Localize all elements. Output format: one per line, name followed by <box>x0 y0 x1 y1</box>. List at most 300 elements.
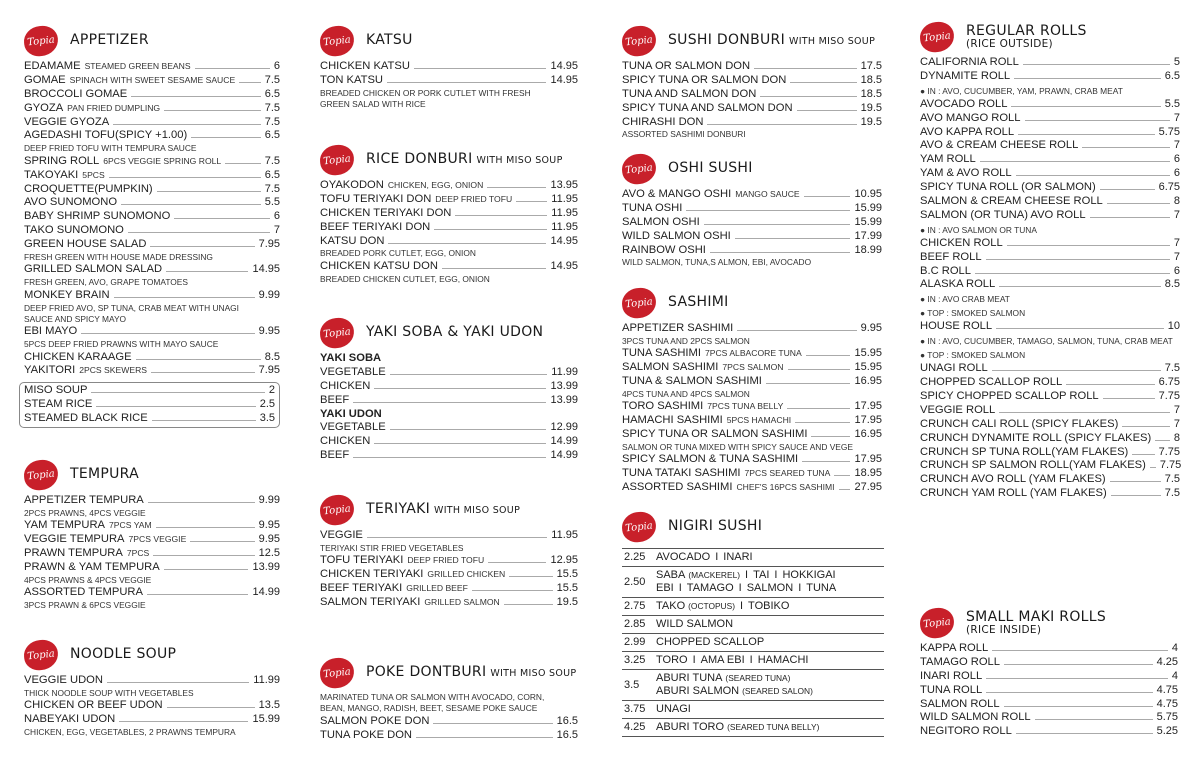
menu-item <box>920 139 1180 153</box>
menu-item <box>24 224 280 238</box>
item-price: 6 <box>1173 153 1180 166</box>
item-price: 7.75 <box>1158 390 1180 403</box>
menu-item <box>920 181 1180 195</box>
item-name: TAKOYAKI <box>24 168 79 181</box>
nigiri-price: 2.75 <box>622 598 652 616</box>
leader-line <box>1110 474 1161 482</box>
menu-item <box>622 347 882 361</box>
menu-item <box>920 487 1180 501</box>
section-subtitle: WITH MISO SOUP <box>490 668 577 680</box>
item-price: 6.5 <box>1164 69 1180 82</box>
item-detail: MANGO SAUCE <box>735 189 800 199</box>
menu-item <box>320 449 578 463</box>
item-name: OYAKODON <box>320 179 384 191</box>
item-price: 7 <box>1173 139 1180 152</box>
leader-line <box>167 700 255 708</box>
nigiri-fish: AVOCADO <box>656 551 711 563</box>
section-title <box>366 152 563 167</box>
nigiri-line <box>656 721 880 734</box>
item-name: SALMON (OR TUNA) AVO ROLL <box>920 208 1086 221</box>
menu-item <box>622 400 882 414</box>
item-price: 6.5 <box>264 87 280 100</box>
item-price: 7 <box>1173 236 1180 249</box>
nigiri-items <box>652 616 884 634</box>
menu-item <box>24 129 280 143</box>
leader-line <box>704 217 851 225</box>
leader-line <box>390 422 547 430</box>
section-header <box>622 24 882 58</box>
item-price: 13.95 <box>550 179 578 191</box>
menu-item <box>320 380 578 394</box>
menu-item <box>24 238 280 252</box>
leader-line <box>91 385 264 393</box>
section-title-text: TERIYAKI <box>366 501 431 518</box>
item-description: TERIYAKI STIR FRIED VEGETABLES <box>320 542 464 553</box>
nigiri-fish: TAMAGO <box>686 582 734 594</box>
item-name: STEAM RICE <box>24 398 93 411</box>
item-description: SAUCE AND SPICY MAYO <box>24 313 127 324</box>
item-name: VEGETABLE <box>320 421 386 434</box>
item-price: 17.95 <box>854 414 882 427</box>
menu-item <box>24 116 280 130</box>
item-price: 14.95 <box>550 259 578 272</box>
item-name: AVOCADO ROLL <box>920 97 1008 110</box>
section-title-text: SASHIMI <box>668 294 729 311</box>
nigiri-price: 2.25 <box>622 549 652 567</box>
menu-item <box>622 453 882 467</box>
item-price: 16.5 <box>556 728 578 741</box>
item-name: VEGETABLE <box>320 365 386 378</box>
item-list <box>622 322 882 495</box>
item-name: YAM & AVO ROLL <box>920 167 1012 180</box>
nigiri-price: 3.75 <box>622 701 652 719</box>
menu-item <box>920 265 1180 279</box>
separator: I <box>798 582 802 594</box>
item-price: 11.99 <box>551 365 578 378</box>
item-price: 17.95 <box>854 400 882 413</box>
leader-line <box>131 89 261 97</box>
section-title-text: OSHI SUSHI <box>668 160 753 177</box>
item-name: CRUNCH SP TUNA ROLL(YAM FLAKES) <box>920 445 1129 458</box>
leader-line <box>516 194 547 202</box>
leader-line <box>166 264 248 272</box>
item-name: TOFU TERIYAKI DON <box>320 192 432 205</box>
menu-item <box>320 421 578 435</box>
item-price: 6 <box>1173 167 1180 180</box>
item-price: 11.95 <box>551 529 578 541</box>
section-header <box>920 20 1180 54</box>
section-title-text: APPETIZER <box>70 32 149 49</box>
item-name: SPICY CHOPPED SCALLOP ROLL <box>920 390 1099 403</box>
menu-item <box>24 210 280 224</box>
leader-line <box>416 730 553 738</box>
item-price: 7.5 <box>1164 487 1180 500</box>
item-description: SALMON OR TUNA MIXED WITH SPICY SAUCE AND VEGE <box>622 442 853 453</box>
item-price: 16.5 <box>556 714 578 727</box>
nigiri-fish: ABURI TUNA <box>656 672 723 684</box>
item-price: 14.99 <box>550 435 578 448</box>
leader-line <box>1023 57 1170 65</box>
leader-line <box>802 454 850 462</box>
menu-item <box>24 561 280 575</box>
separator: I <box>739 600 744 612</box>
item-name: SALMON ROLL <box>920 697 1000 710</box>
menu-item <box>320 60 578 74</box>
leader-line <box>487 180 546 188</box>
menu-item <box>24 674 280 688</box>
nigiri-price: 2.99 <box>622 634 652 652</box>
nigiri-note: (SEARED TUNA BELLY) <box>727 722 820 732</box>
menu-item <box>320 729 578 743</box>
item-list <box>24 674 280 738</box>
leader-line <box>225 156 261 164</box>
topia-logo-icon: Topia <box>23 24 60 57</box>
separator: I <box>715 551 719 563</box>
item-name: CRUNCH YAM ROLL (YAM FLAKES) <box>920 487 1107 500</box>
item-price: 5.75 <box>1156 711 1178 724</box>
menu-item <box>24 351 280 365</box>
leader-line <box>128 225 270 233</box>
section-title <box>366 502 520 517</box>
item-name: CALIFORNIA ROLL <box>920 56 1019 68</box>
nigiri-line <box>656 582 880 595</box>
section-header <box>24 24 280 58</box>
leader-line <box>107 675 249 683</box>
leader-line <box>147 587 249 595</box>
item-name: STEAMED BLACK RICE <box>24 412 148 425</box>
item-name: CHICKEN KATSU DON <box>320 259 438 272</box>
item-detail: GRILLED SALMON <box>424 596 500 607</box>
leader-line <box>1025 113 1170 121</box>
leader-line <box>986 252 1170 260</box>
item-detail: PAN FRIED DUMPLING <box>67 102 161 113</box>
section-title-text: POKE DONTBURI <box>366 664 487 681</box>
item-name: CHICKEN <box>320 435 371 448</box>
item-price: 8.5 <box>264 350 280 363</box>
item-price: 8 <box>1173 431 1180 444</box>
item-name: CRUNCH DYNAMITE ROLL (SPICY FLAKES) <box>920 431 1152 444</box>
section-header <box>320 143 578 177</box>
item-name: DYNAMITE ROLL <box>920 69 1011 82</box>
menu-item <box>24 325 280 339</box>
item-detail: 7PCS <box>126 548 150 559</box>
item-price: 19.5 <box>860 115 882 128</box>
section-nigiri <box>622 510 884 737</box>
nigiri-fish: CHOPPED SCALLOP <box>656 636 765 648</box>
item-name: GRILLED SALMON SALAD <box>24 263 163 276</box>
nigiri-line <box>656 703 880 716</box>
section-header <box>622 510 884 544</box>
menu-item <box>920 209 1180 223</box>
item-price: 14.95 <box>252 263 280 276</box>
section-subtitle: WITH MISO SOUP <box>434 505 521 517</box>
item-price: 9.95 <box>258 533 280 546</box>
item-detail: 7PCS SEARED TUNA <box>744 468 831 479</box>
section-title-text: SMALL MAKI ROLLS <box>966 608 1107 625</box>
nigiri-fish: UNAGI <box>656 703 691 715</box>
item-detail: CHEF'S 16PCS SASHIMI <box>736 482 835 493</box>
sides-box <box>19 382 280 428</box>
menu-item <box>622 102 882 116</box>
menu-item <box>320 193 578 207</box>
topia-logo-icon: Topia <box>319 24 356 57</box>
leader-line <box>353 395 546 403</box>
leader-line <box>509 569 552 577</box>
section-title <box>966 610 1106 637</box>
leader-line <box>1111 488 1161 496</box>
item-description: ASSORTED SASHIMI DONBURI <box>622 129 746 140</box>
item-price: 27.95 <box>854 481 882 494</box>
leader-line <box>766 376 851 384</box>
item-price: 4.75 <box>1156 683 1178 696</box>
nigiri-fish: INARI <box>723 551 753 563</box>
item-detail: DEEP FRIED TOFU <box>435 193 513 204</box>
section-header <box>24 638 280 672</box>
leader-line <box>790 75 856 83</box>
item-price: 13.99 <box>252 560 280 573</box>
item-name: EDAMAME <box>24 60 81 72</box>
leader-line <box>1011 99 1160 107</box>
leader-line <box>1016 168 1170 176</box>
item-description: 3PCS PRAWN & 6PCS VEGGIE <box>24 600 146 611</box>
item-name: SALMON & CREAM CHEESE ROLL <box>920 195 1103 208</box>
menu-item <box>622 88 882 102</box>
section-header <box>320 24 578 58</box>
item-name: MISO SOUP <box>24 384 88 397</box>
nigiri-note: (SEARED TUNA) <box>725 673 791 683</box>
item-name: BROCCOLI GOMAE <box>24 87 128 100</box>
menu-item <box>24 60 280 74</box>
section-title-text: SUSHI DONBURI <box>668 32 786 49</box>
item-description: 5PCS DEEP FRIED PRAWNS WITH MAYO SAUCE <box>24 339 219 350</box>
menu-item <box>920 711 1178 725</box>
topia-logo-icon: Topia <box>23 638 60 671</box>
menu-item <box>622 375 882 389</box>
nigiri-line <box>656 600 880 613</box>
menu-item <box>24 169 280 183</box>
item-detail: GRILLED CHICKEN <box>427 569 506 580</box>
menu-item <box>920 56 1180 70</box>
nigiri-price: 2.50 <box>622 567 652 598</box>
menu-item <box>320 596 578 610</box>
leader-line <box>136 352 261 360</box>
item-description: 4PCS TUNA AND 4PCS SALMON <box>622 388 750 399</box>
menu-item <box>920 656 1178 670</box>
item-price: 7.5 <box>264 115 280 128</box>
separator: I <box>745 569 749 581</box>
leader-line <box>1103 391 1155 399</box>
nigiri-items <box>652 652 884 670</box>
section-oshi <box>622 152 882 269</box>
item-price: 7.95 <box>258 238 280 251</box>
item-price: 14.95 <box>550 60 578 72</box>
menu-item <box>622 481 882 495</box>
item-ingredients: ● IN : AVO, CUCUMBER, YAM, PRAWN, CRAB MEAT <box>920 85 1123 96</box>
item-detail: 5PCS HAMACHI <box>726 415 792 426</box>
menu-item <box>320 582 578 596</box>
menu-item <box>920 362 1180 376</box>
section-regular-rolls <box>920 20 1180 501</box>
nigiri-row <box>622 670 884 701</box>
item-name: AVO KAPPA ROLL <box>920 125 1015 138</box>
item-description: BREADED CHICKEN CUTLET, EGG, ONION <box>320 273 490 284</box>
section-header <box>24 458 280 492</box>
item-name: CHOPPED SCALLOP ROLL <box>920 376 1063 389</box>
topia-logo-icon: Topia <box>319 316 356 349</box>
menu-item <box>24 364 280 378</box>
leader-line <box>109 170 261 178</box>
item-price: 6.75 <box>1158 376 1180 389</box>
item-name: PRAWN TEMPURA <box>24 547 123 560</box>
item-price: 18.5 <box>860 87 882 100</box>
item-price: 14.95 <box>550 73 578 86</box>
item-description: WILD SALMON, TUNA,S ALMON, EBI, AVOCADO <box>622 257 812 268</box>
menu-item <box>622 361 882 375</box>
section-header <box>320 316 578 350</box>
item-name: VEGGIE GYOZA <box>24 115 110 128</box>
item-price: 7.75 <box>1159 459 1182 472</box>
nigiri-price: 3.25 <box>622 652 652 670</box>
item-name: TUNA TATAKI SASHIMI <box>622 467 741 480</box>
item-name: SPICY TUNA AND SALMON DON <box>622 101 793 114</box>
item-name: CHICKEN OR BEEF UDON <box>24 699 163 712</box>
item-name: TUNA OR SALMON DON <box>622 60 751 72</box>
separator: I <box>692 654 696 666</box>
section-title-text: NIGIRI SUSHI <box>668 518 763 535</box>
menu-item <box>320 366 578 380</box>
nigiri-line <box>656 672 880 685</box>
leader-line <box>787 401 850 409</box>
leader-line <box>239 75 261 83</box>
section-header <box>920 606 1178 640</box>
item-price: 15.95 <box>854 361 882 374</box>
nigiri-row <box>622 567 884 598</box>
item-list <box>622 188 882 269</box>
menu-item <box>24 183 280 197</box>
section-teriyaki <box>320 493 578 610</box>
item-price: 14.99 <box>252 586 280 599</box>
nigiri-row <box>622 719 884 737</box>
leader-line <box>488 555 546 563</box>
menu-item <box>920 376 1180 390</box>
section-poke <box>320 656 578 743</box>
nigiri-items <box>652 598 884 616</box>
item-price: 9.95 <box>258 325 280 338</box>
leader-line <box>686 203 850 211</box>
leader-line <box>504 597 553 605</box>
menu-item <box>920 195 1180 209</box>
item-price: 16.95 <box>854 375 882 388</box>
item-detail: 2PCS SKEWERS <box>79 365 148 376</box>
menu-item <box>622 467 882 481</box>
item-ingredients: ● TOP : SMOKED SALMON <box>920 350 1026 361</box>
menu-item <box>920 251 1180 265</box>
item-price: 16.95 <box>854 428 882 441</box>
section-sashimi <box>622 286 882 495</box>
menu-item <box>320 568 578 582</box>
item-price: 5.5 <box>1164 97 1180 110</box>
item-name: EBI MAYO <box>24 325 78 338</box>
nigiri-fish: AMA EBI <box>700 654 745 666</box>
item-name: VEGGIE UDON <box>24 674 103 686</box>
item-price: 13.5 <box>258 699 280 712</box>
leader-line <box>1107 196 1170 204</box>
nigiri-fish: TORO <box>656 654 688 666</box>
section-subtitle: WITH MISO SOUP <box>789 36 876 48</box>
leader-line <box>1122 419 1170 427</box>
menu-item <box>24 547 280 561</box>
nigiri-fish: TAKO <box>656 600 686 612</box>
item-price: 4.75 <box>1156 697 1178 710</box>
item-price: 5.25 <box>1156 725 1178 738</box>
item-name: CROQUETTE(PUMPKIN) <box>24 182 153 195</box>
item-price: 7 <box>1173 208 1180 221</box>
item-price: 15.95 <box>854 347 882 360</box>
item-price: 12.5 <box>258 547 280 560</box>
item-name: SPICY TUNA ROLL (OR SALMON) <box>920 181 1096 194</box>
separator: I <box>738 582 742 594</box>
topia-logo-icon: Topia <box>319 493 356 526</box>
section-small-maki <box>920 606 1178 739</box>
item-price: 15.99 <box>854 201 882 214</box>
section-title <box>366 325 543 340</box>
item-price: 7 <box>1173 403 1180 416</box>
leader-line <box>1155 433 1170 441</box>
item-price: 7.5 <box>264 101 280 114</box>
leader-line <box>1066 377 1154 385</box>
nigiri-items <box>652 670 884 701</box>
leader-line <box>1035 712 1153 720</box>
item-description: 2PCS PRAWNS, 4PCS VEGGIE <box>24 507 146 518</box>
menu-item <box>920 459 1180 473</box>
item-name: WILD SALMON ROLL <box>920 711 1031 724</box>
item-price: 14.99 <box>550 449 578 462</box>
leader-line <box>148 495 255 503</box>
item-price: 17.5 <box>860 60 882 72</box>
leader-line <box>96 399 255 407</box>
leader-line <box>986 685 1152 693</box>
leader-line <box>1018 127 1154 135</box>
leader-line <box>156 520 255 528</box>
nigiri-fish: ABURI TORO <box>656 721 725 733</box>
menu-item <box>920 390 1180 404</box>
item-price: 12.95 <box>550 554 578 567</box>
item-price: 7.5 <box>1164 362 1180 375</box>
menu-item <box>920 432 1180 446</box>
item-list <box>920 56 1180 501</box>
item-price: 2.5 <box>259 398 275 411</box>
item-name: TON KATSU <box>320 73 383 86</box>
item-name: WILD SALMON OSHI <box>622 229 731 242</box>
section-subtitle: WITH MISO SOUP <box>476 155 563 167</box>
item-detail: 6PCS VEGGIE SPRING ROLL <box>103 155 222 166</box>
menu-item <box>24 289 280 303</box>
item-ingredients: ● TOP : SMOKED SALMON <box>920 308 1026 319</box>
nigiri-fish: SALMON <box>746 582 794 594</box>
item-description: BREADED CHICKEN OR PORK CUTLET WITH FRESH <box>320 87 531 98</box>
item-name: VEGGIE TEMPURA <box>24 533 125 546</box>
section-title <box>668 33 875 48</box>
item-price: 19.5 <box>556 595 578 608</box>
nigiri-price: 2.85 <box>622 616 652 634</box>
nigiri-line <box>656 618 880 631</box>
item-name: TAMAGO ROLL <box>920 655 1000 668</box>
item-name: GOMAE <box>24 73 66 86</box>
item-price: 15.5 <box>556 568 578 581</box>
item-name: ASSORTED SASHIMI <box>622 481 733 494</box>
item-name: YAM TEMPURA <box>24 519 106 532</box>
item-name: CHICKEN TERIYAKI DON <box>320 206 452 219</box>
